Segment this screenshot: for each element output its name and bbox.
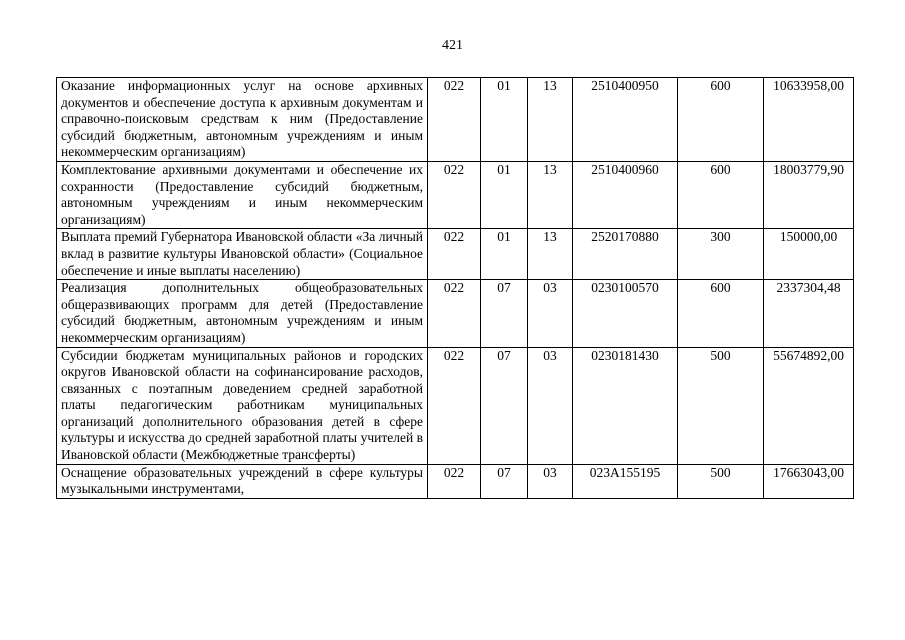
ministry-code: 022 — [428, 78, 481, 162]
expense-type-code: 300 — [678, 229, 764, 280]
expense-type-code: 600 — [678, 161, 764, 228]
amount: 18003779,90 — [764, 161, 854, 228]
row-description: Реализация дополнительных общеобразовательных общеразвивающих программ для детей (Предоставление субсидий бюджетным, автономным учреждениям и иным некоммерческим организациям) — [57, 280, 428, 347]
ministry-code: 022 — [428, 161, 481, 228]
target-article-code: 0230181430 — [573, 347, 678, 464]
amount: 2337304,48 — [764, 280, 854, 347]
subsection-code: 13 — [528, 161, 573, 228]
target-article-code: 2520170880 — [573, 229, 678, 280]
page-number: 421 — [442, 38, 463, 53]
budget-table — [56, 77, 854, 499]
subsection-code: 03 — [528, 464, 573, 498]
table-row — [57, 78, 854, 162]
expense-type-code: 600 — [678, 78, 764, 162]
ministry-code: 022 — [428, 464, 481, 498]
ministry-code: 022 — [428, 280, 481, 347]
table-row — [57, 280, 854, 347]
row-description: Оказание информационных услуг на основе архивных документов и обеспечение доступа к архивным документам и справочно-поисковым средствам к ним (Предоставление субсидий бюджетным, автономным учреждениям и иным некоммерческим организациям) — [57, 78, 428, 162]
section-code: 01 — [481, 161, 528, 228]
section-code: 01 — [481, 78, 528, 162]
table-row — [57, 229, 854, 280]
subsection-code: 13 — [528, 229, 573, 280]
target-article-code: 0230100570 — [573, 280, 678, 347]
amount: 10633958,00 — [764, 78, 854, 162]
target-article-code: 023A155195 — [573, 464, 678, 498]
expense-type-code: 500 — [678, 464, 764, 498]
section-code: 07 — [481, 464, 528, 498]
row-description-cell — [57, 464, 428, 498]
section-code: 01 — [481, 229, 528, 280]
amount: 55674892,00 — [764, 347, 854, 464]
row-description: Выплата премий Губернатора Ивановской области «За личный вклад в развитие культуры Ивановской области» (Социальное обеспечение и иные выплаты населению) — [57, 229, 428, 280]
row-description: Комплектование архивными документами и обеспечение их сохранности (Предоставление субсидий бюджетным, автономным учреждениям и иным некоммерческим организациям) — [57, 161, 428, 228]
section-code: 07 — [481, 347, 528, 464]
target-article-code: 2510400960 — [573, 161, 678, 228]
expense-type-code: 500 — [678, 347, 764, 464]
table-row — [57, 347, 854, 464]
subsection-code: 03 — [528, 347, 573, 464]
section-code: 07 — [481, 280, 528, 347]
row-description: Оснащение образовательных учреждений в сфере культуры музыкальными инструментами, — [61, 464, 423, 497]
target-article-code: 2510400950 — [573, 78, 678, 162]
amount: 150000,00 — [764, 229, 854, 280]
subsection-code: 03 — [528, 280, 573, 347]
amount: 17663043,00 — [764, 464, 854, 498]
row-description: Субсидии бюджетам муниципальных районов и городских округов Ивановской области на софинансирование расходов, связанных с поэтапным доведением средней заработной платы педагогическим работникам муниципальных организаций дополнительного образования детей в сфере культуры и искусства до средней заработной платы учителей в Ивановской области (Межбюджетные трансферты) — [57, 347, 428, 464]
expense-type-code: 600 — [678, 280, 764, 347]
subsection-code: 13 — [528, 78, 573, 162]
ministry-code: 022 — [428, 229, 481, 280]
ministry-code: 022 — [428, 347, 481, 464]
table-row — [57, 161, 854, 228]
table-row — [57, 464, 854, 498]
